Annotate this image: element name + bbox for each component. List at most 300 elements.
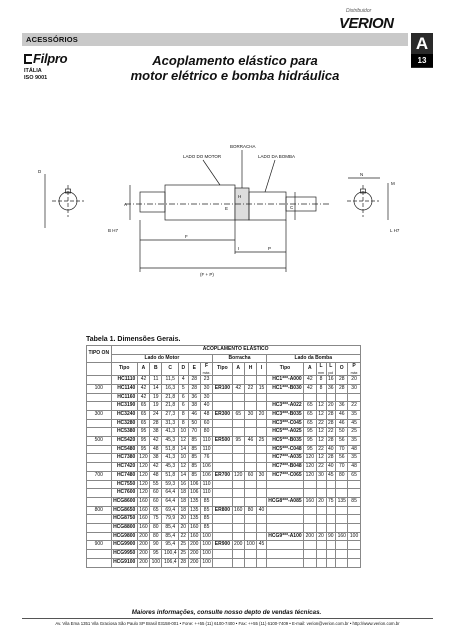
page-number: 13 [411, 54, 433, 67]
cell-ri [257, 419, 267, 428]
label-lado-bomba: LADO DA BOMBA [258, 154, 296, 159]
dim-l-label: L H7 [390, 228, 400, 233]
cell-p: 45 [348, 419, 360, 428]
cell-ri [257, 463, 267, 472]
cell-c: 100,4 [162, 550, 179, 559]
cell-o: 46 [336, 419, 348, 428]
cell-l2: 90 [326, 532, 336, 541]
cell-b: 14 [150, 384, 162, 393]
footer-divider [22, 618, 433, 619]
cell-d: 16 [179, 480, 189, 489]
cell-e: 36 [188, 393, 200, 402]
cell-ri: 30 [257, 471, 267, 480]
cell-l2: 22 [326, 428, 336, 437]
cell-pa: 160 [304, 497, 316, 506]
footnote: Maiores informações, consulte nosso depto de vendas técnicas. [131, 609, 322, 616]
dim-f-label: F [185, 234, 188, 239]
col-pl2-label: L [329, 363, 333, 370]
cell-ra: 95 [232, 437, 244, 446]
cell-a: 95 [137, 437, 149, 446]
dim-d-label: D [38, 169, 42, 174]
cell-rh [244, 428, 256, 437]
cell-p: 35 [348, 454, 360, 463]
cell-l1 [316, 489, 326, 498]
cell-d: 12 [179, 463, 189, 472]
rubber-header: Borracha [213, 354, 267, 363]
cell-e: 200 [188, 541, 200, 550]
cell-b: 100 [150, 558, 162, 567]
cell-pa [304, 541, 316, 550]
cell-pt [266, 524, 303, 533]
cell-c: 51,8 [162, 471, 179, 480]
table-caption: Tabela 1. Dimensões Gerais. [86, 336, 181, 343]
cell-o [336, 541, 348, 550]
cell-ra [232, 428, 244, 437]
motor-side-header: Lado do Motor [111, 354, 213, 363]
cell-ri [257, 454, 267, 463]
table-row [87, 541, 361, 550]
cell-f: 80 [200, 428, 212, 437]
cell-tipo: HCG9950 [111, 550, 137, 559]
cell-p [348, 515, 360, 524]
cell-l1: 20 [316, 532, 326, 541]
cell-c: 27,3 [162, 410, 179, 419]
cell-e: 135 [188, 515, 200, 524]
maker-cert: ISO 9001 [24, 75, 48, 81]
cell-ri [257, 376, 267, 385]
cell-l1 [316, 506, 326, 515]
cell-f: 23 [200, 376, 212, 385]
cell-pt: HC5***-C048 [266, 445, 303, 454]
cell-e: 135 [188, 506, 200, 515]
cell-pt [266, 393, 303, 402]
cell-rh: 100 [244, 541, 256, 550]
filpro-mark-icon [24, 54, 32, 64]
col-pp-sub: máx [350, 371, 358, 376]
cell-l2: 28 [326, 419, 336, 428]
page-title-line2: motor elétrico e bomba hidráulica [130, 68, 340, 83]
cell-o: 46 [336, 410, 348, 419]
cell-o: 28 [336, 384, 348, 393]
cell-f: 110 [200, 445, 212, 454]
cell-l1: 12 [316, 454, 326, 463]
cell-b: 55 [150, 480, 162, 489]
cell-ri: 15 [257, 384, 267, 393]
dim-p-label: P [268, 246, 272, 251]
cell-pt: HC5***-A025 [266, 428, 303, 437]
cell-b: 24 [150, 410, 162, 419]
cell-on [87, 480, 112, 489]
cell-a: 200 [137, 532, 149, 541]
cell-pa: 65 [304, 419, 316, 428]
cell-l2: 28 [326, 454, 336, 463]
cell-e: 160 [188, 532, 200, 541]
cell-f: 85 [200, 515, 212, 524]
cell-on [87, 497, 112, 506]
cell-a: 95 [137, 445, 149, 454]
cell-a: 120 [137, 471, 149, 480]
cell-rt [213, 524, 232, 533]
cell-rt [213, 463, 232, 472]
col-blank [87, 363, 112, 376]
cell-ra: 42 [232, 384, 244, 393]
col-po: O [336, 363, 348, 376]
cell-f: 85 [200, 497, 212, 506]
cell-rh [244, 480, 256, 489]
cell-l2 [326, 489, 336, 498]
maker-country: ITÁLIA [24, 68, 42, 74]
cell-a: 95 [137, 428, 149, 437]
cell-pt [266, 515, 303, 524]
cell-o: 56 [336, 454, 348, 463]
cell-l1: 12 [316, 402, 326, 411]
cell-pa: 200 [304, 532, 316, 541]
table-row [87, 550, 361, 559]
cell-l1: 22 [316, 419, 326, 428]
cell-b: 11 [150, 376, 162, 385]
cell-ri [257, 393, 267, 402]
cell-on: 100 [87, 384, 112, 393]
col-pl1 [316, 363, 326, 376]
cell-rt [213, 489, 232, 498]
cell-pa: 95 [304, 428, 316, 437]
cell-c: 21,8 [162, 393, 179, 402]
cell-pa: 120 [304, 454, 316, 463]
cell-f: 40 [200, 402, 212, 411]
cell-e: 85 [188, 437, 200, 446]
cell-tipo: HCG8750 [111, 515, 137, 524]
pump-side-header: Lado da Bomba [266, 354, 360, 363]
table-row [87, 428, 361, 437]
cell-pt [266, 541, 303, 550]
cell-c: 59,3 [162, 480, 179, 489]
cell-d: 4 [179, 376, 189, 385]
footer-address: Av. Vila Ema 1351 Vila Graciosa São Paulo SP Brasil 03158-001 • Fone: ++55 (11) 6100-7400 • Fax: ++55 (11) 6100-7409 • E-mail: verion@verion.com.br • http://www.verion.com.br [55, 621, 400, 626]
cell-pt: HC1***-B030 [266, 384, 303, 393]
cell-f: 60 [200, 419, 212, 428]
motor-hub [165, 185, 235, 220]
cell-ri [257, 515, 267, 524]
cell-d: 14 [179, 445, 189, 454]
cell-pt [266, 506, 303, 515]
cell-p [348, 558, 360, 567]
col-ra: A [232, 363, 244, 376]
cell-o [336, 524, 348, 533]
cell-l2 [326, 524, 336, 533]
cell-b: 19 [150, 393, 162, 402]
cell-e: 106 [188, 480, 200, 489]
cell-b: 80 [150, 524, 162, 533]
cell-pa: 95 [304, 437, 316, 446]
cell-on: 700 [87, 471, 112, 480]
cell-rh [244, 454, 256, 463]
cell-c: 51,8 [162, 445, 179, 454]
cell-a: 65 [137, 410, 149, 419]
cell-p [348, 524, 360, 533]
cell-ra: 160 [232, 506, 244, 515]
cell-pa: 120 [304, 471, 316, 480]
cell-rh [244, 550, 256, 559]
cell-a: 120 [137, 489, 149, 498]
cell-on [87, 515, 112, 524]
cell-e: 85 [188, 445, 200, 454]
coupling-drawing [20, 140, 435, 285]
cell-pt: HC7***-A035 [266, 454, 303, 463]
verion-logo: VERION [339, 15, 394, 32]
cell-e: 200 [188, 558, 200, 567]
col-rh: H [244, 363, 256, 376]
cell-f: 85 [200, 506, 212, 515]
cell-o: 56 [336, 437, 348, 446]
cell-f: 100 [200, 558, 212, 567]
cell-l2: 75 [326, 497, 336, 506]
cell-p [348, 489, 360, 498]
cell-c: 45,3 [162, 463, 179, 472]
cell-tipo: HCG8600 [111, 497, 137, 506]
cell-l1: 30 [316, 471, 326, 480]
cell-rt: ER800 [213, 506, 232, 515]
cell-o: 135 [336, 497, 348, 506]
cell-e: 46 [188, 410, 200, 419]
cell-d: 20 [179, 524, 189, 533]
cell-on: 300 [87, 410, 112, 419]
cell-tipo: HC7480 [111, 471, 137, 480]
cell-l2 [326, 506, 336, 515]
cell-ra [232, 489, 244, 498]
table-body [87, 376, 361, 567]
table-row [87, 471, 361, 480]
cell-rh: 22 [244, 384, 256, 393]
cell-b: 80 [150, 532, 162, 541]
cell-o [336, 506, 348, 515]
section-letter: A [415, 34, 429, 53]
cell-rt: ER300 [213, 410, 232, 419]
cell-pt [266, 480, 303, 489]
cell-c: 64,4 [162, 489, 179, 498]
cell-p: 25 [348, 428, 360, 437]
cell-p: 22 [348, 402, 360, 411]
cell-pa [304, 558, 316, 567]
cell-tipo: HC7600 [111, 489, 137, 498]
cell-o: 80 [336, 471, 348, 480]
cell-on [87, 402, 112, 411]
col-pl2-sub: pol [328, 371, 334, 376]
cell-rh [244, 376, 256, 385]
cell-tipo: HC3280 [111, 419, 137, 428]
cell-tipo: HC1160 [111, 393, 137, 402]
cell-p: 65 [348, 471, 360, 480]
cell-on [87, 454, 112, 463]
cell-rh [244, 524, 256, 533]
cell-f: 106 [200, 471, 212, 480]
cell-p: 35 [348, 437, 360, 446]
cell-ra [232, 402, 244, 411]
cell-l2: 45 [326, 471, 336, 480]
cell-d: 10 [179, 428, 189, 437]
cell-o [336, 393, 348, 402]
cell-o [336, 515, 348, 524]
cell-pt: HC7***-B048 [266, 463, 303, 472]
cell-d: 25 [179, 550, 189, 559]
cell-e: 28 [188, 384, 200, 393]
col-b: B [150, 363, 162, 376]
cell-l1 [316, 524, 326, 533]
dim-c-label: C [290, 205, 294, 210]
cell-f: 100 [200, 550, 212, 559]
table-row [87, 532, 361, 541]
cell-d: 18 [179, 497, 189, 506]
motor-shaft [140, 192, 165, 212]
cell-c: 41,3 [162, 454, 179, 463]
cell-rh [244, 402, 256, 411]
cell-ra [232, 515, 244, 524]
cell-o: 70 [336, 445, 348, 454]
tipo-on-header: TIPO ON [87, 346, 112, 363]
cell-a: 120 [137, 463, 149, 472]
cell-b: 90 [150, 541, 162, 550]
cell-p [348, 393, 360, 402]
cell-d: 12 [179, 437, 189, 446]
cell-rt [213, 428, 232, 437]
col-rtipo: Tipo [213, 363, 232, 376]
cell-ra [232, 550, 244, 559]
cell-c: 31,3 [162, 419, 179, 428]
cell-l1 [316, 480, 326, 489]
table-row [87, 506, 361, 515]
cell-p: 48 [348, 445, 360, 454]
cell-c: 64,4 [162, 497, 179, 506]
cell-l1: 22 [316, 445, 326, 454]
cell-rh: 80 [244, 506, 256, 515]
col-d: D [179, 363, 189, 376]
cell-l2 [326, 558, 336, 567]
cell-a: 65 [137, 402, 149, 411]
cell-p: 30 [348, 384, 360, 393]
cell-c: 11,5 [162, 376, 179, 385]
cell-on [87, 419, 112, 428]
label-lado-motor: LADO DO MOTOR [183, 154, 222, 159]
col-e: E [188, 363, 200, 376]
cell-on [87, 550, 112, 559]
cell-f: 85 [200, 524, 212, 533]
dim-m-label: M [391, 181, 395, 186]
cell-e: 85 [188, 454, 200, 463]
cell-f: 100 [200, 541, 212, 550]
cell-l1 [316, 393, 326, 402]
cell-b: 60 [150, 489, 162, 498]
cell-p [348, 506, 360, 515]
label-borracha: BORRACHA [230, 144, 256, 149]
cell-e: 106 [188, 489, 200, 498]
cell-c: 85,4 [162, 524, 179, 533]
table-row [87, 402, 361, 411]
cell-b: 38 [150, 454, 162, 463]
cell-a: 160 [137, 497, 149, 506]
cell-pa [304, 489, 316, 498]
pump-hub [249, 192, 286, 220]
dimensions-table [86, 345, 361, 568]
table-row [87, 393, 361, 402]
cell-l2: 40 [326, 445, 336, 454]
cell-f: 110 [200, 489, 212, 498]
cell-rt [213, 550, 232, 559]
cell-l2 [326, 515, 336, 524]
cell-rt [213, 445, 232, 454]
cell-pt [266, 489, 303, 498]
cell-ra [232, 393, 244, 402]
cell-p [348, 541, 360, 550]
table-row [87, 376, 361, 385]
cell-ra [232, 497, 244, 506]
cell-c: 16,3 [162, 384, 179, 393]
cell-e: 85 [188, 463, 200, 472]
cell-pt: HC5***-B035 [266, 437, 303, 446]
cell-rt [213, 532, 232, 541]
cell-e: 70 [188, 428, 200, 437]
cell-d: 6 [179, 402, 189, 411]
cell-c: 106,4 [162, 558, 179, 567]
cell-ri: 45 [257, 541, 267, 550]
cell-f: 48 [200, 410, 212, 419]
cell-tipo: HC5380 [111, 428, 137, 437]
cell-e: 28 [188, 376, 200, 385]
cell-tipo: HCG9800 [111, 532, 137, 541]
cell-o [336, 558, 348, 567]
table-row [87, 489, 361, 498]
cell-b: 19 [150, 402, 162, 411]
cell-ri [257, 445, 267, 454]
cell-l2: 36 [326, 384, 336, 393]
cell-rh [244, 489, 256, 498]
cell-ra: 200 [232, 541, 244, 550]
cell-rh: 30 [244, 410, 256, 419]
cell-rt [213, 376, 232, 385]
cell-ra [232, 532, 244, 541]
cell-a: 42 [137, 384, 149, 393]
cell-d: 28 [179, 558, 189, 567]
filpro-logo [24, 51, 67, 66]
cell-f: 30 [200, 384, 212, 393]
cell-f: 110 [200, 480, 212, 489]
cell-pt [266, 558, 303, 567]
cell-rh [244, 419, 256, 428]
cell-l2 [326, 393, 336, 402]
cell-d: 14 [179, 471, 189, 480]
cell-rh [244, 497, 256, 506]
table-row [87, 524, 361, 533]
cell-pa: 95 [304, 445, 316, 454]
cell-a: 200 [137, 541, 149, 550]
cell-ra: 65 [232, 410, 244, 419]
col-c: C [162, 363, 179, 376]
cell-d: 8 [179, 419, 189, 428]
cell-tipo: HCG8650 [111, 506, 137, 515]
cell-tipo: HC7380 [111, 454, 137, 463]
cell-pa [304, 506, 316, 515]
cell-pt: HC7***-C065 [266, 471, 303, 480]
cell-ra [232, 480, 244, 489]
cell-o: 160 [336, 532, 348, 541]
cell-on [87, 393, 112, 402]
col-a: A [137, 363, 149, 376]
cell-on: 800 [87, 506, 112, 515]
table-row [87, 419, 361, 428]
cell-rh [244, 445, 256, 454]
cell-pa [304, 515, 316, 524]
cell-rh [244, 515, 256, 524]
cell-e: 38 [188, 402, 200, 411]
cell-p: 85 [348, 497, 360, 506]
